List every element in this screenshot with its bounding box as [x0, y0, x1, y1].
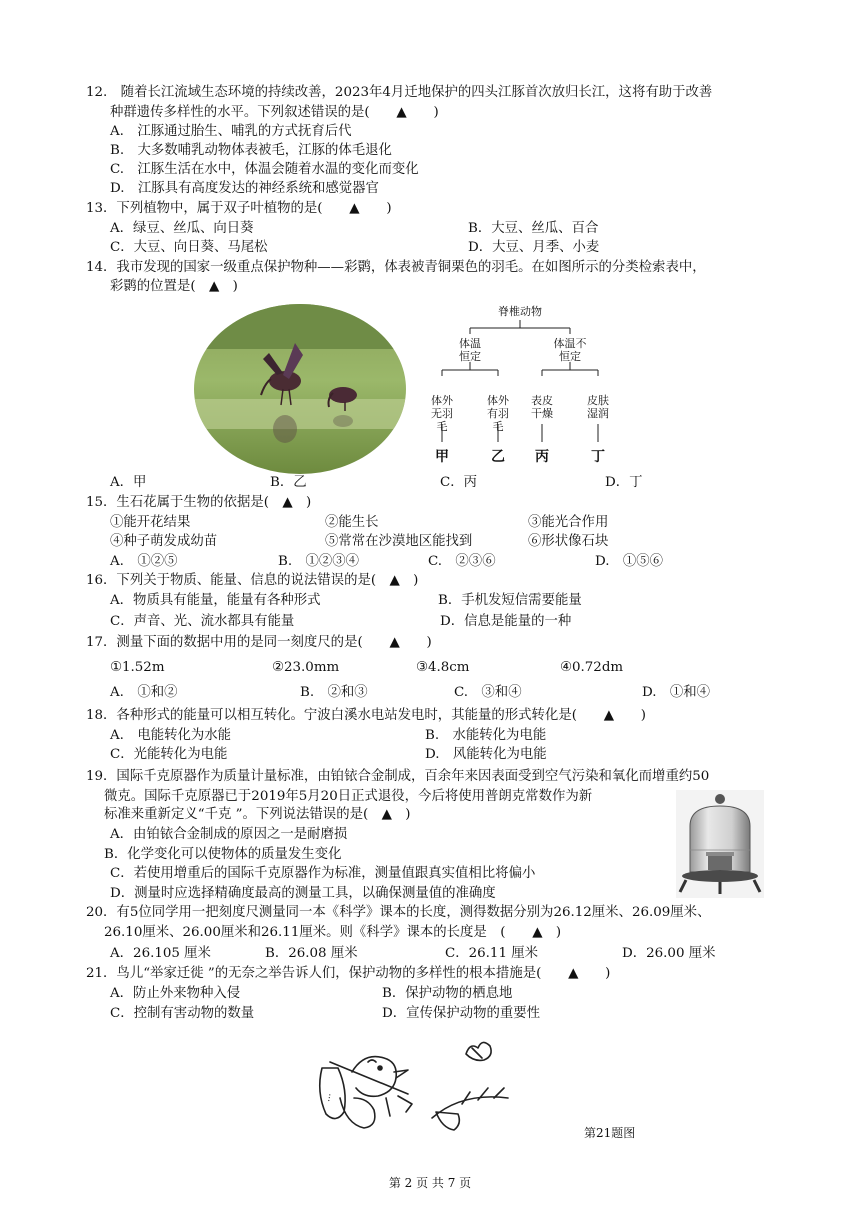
q17-item-3: ③4.8cm [416, 660, 470, 675]
q17-option-d: D. ①和④ [642, 685, 711, 700]
q18-stem: 18．各种形式的能量可以相互转化。宁波白溪水电站发电时，其能量的形式转化是( ▲ ) [86, 708, 647, 723]
q15-option-a: A. ①②⑤ [110, 554, 178, 569]
q16-option-b: B．手机发短信需要能量 [438, 593, 582, 608]
q15-option-d: D. ①⑤⑥ [595, 554, 664, 569]
q20-stem-line1: 20．有5位同学用一把刻度尺测量同一本《科学》课本的长度，测得数据分别为26.12厘米、26.09厘米、 [86, 905, 711, 920]
tree-root: 脊椎动物 [498, 305, 542, 318]
page-footer: 第 2 页 共 7 页 [388, 1176, 472, 1190]
q15-item-1: ①能开花结果 [110, 515, 191, 530]
kilogram-prototype-image [676, 790, 764, 898]
tree-node-warm: 体温恒定 [459, 337, 481, 363]
q15-item-6: ⑥形状像石块 [528, 534, 609, 549]
q18-option-b: B. 水能转化为电能 [425, 728, 547, 743]
q19-option-b: B．化学变化可以使物体的质量发生变化 [104, 847, 342, 862]
q12-option-a: A. 江豚通过胎生、哺乳的方式抚育后代 [110, 124, 352, 139]
q20-stem-line2: 26.10厘米、26.00厘米和26.11厘米。则《科学》课本的长度是 ( ▲ ) [104, 925, 562, 940]
q16-stem: 16．下列关于物质、能量、信息的说法错误的是( ▲ ) [86, 573, 419, 588]
q15-option-c: C. ②③⑥ [428, 554, 496, 569]
q13-stem: 13．下列植物中，属于双子叶植物的是( ▲ ) [86, 201, 392, 216]
q13-option-c: C．大豆、向日葵、马尾松 [110, 240, 268, 255]
q13-option-d: D．大豆、月季、小麦 [468, 240, 600, 255]
q15-item-3: ③能光合作用 [528, 515, 609, 530]
tree-node-cold: 体温不恒定 [553, 337, 587, 363]
q20-option-a: A．26.105 厘米 [110, 946, 211, 961]
q14-option-c: C．丙 [440, 475, 478, 490]
q13-option-b: B．大豆、丝瓜、百合 [468, 221, 599, 236]
tree-node-feather: 体外有羽毛 [487, 394, 509, 433]
q20-option-d: D．26.00 厘米 [622, 946, 716, 961]
q12-option-b: B. 大多数哺乳动物体表被毛，江豚的体毛退化 [110, 143, 392, 158]
q16-option-a: A．物质具有能量，能量有各种形式 [110, 593, 321, 608]
q19-stem-line1: 19．国际千克原器作为质量计量标准，由铂铱合金制成，百余年来因表面受到空气污染和氧化而增重约50 [86, 769, 710, 784]
q21-stem: 21．鸟儿“举家迁徙 ”的无奈之举告诉人们，保护动物的多样性的根本措施是( ▲ ) [86, 966, 611, 981]
q17-option-a: A. ①和② [110, 685, 178, 700]
q17-option-b: B. ②和③ [300, 685, 368, 700]
q16-option-d: D．信息是能量的一种 [440, 614, 572, 629]
q14-option-b: B．乙 [270, 475, 307, 490]
q18-option-d: D. 风能转化为电能 [425, 747, 547, 762]
q19-stem-line3: 标准来重新定义“千克 ”。下列说法错误的是( ▲ ) [104, 807, 411, 822]
q21-option-a: A．防止外来物种入侵 [110, 986, 241, 1001]
q15-item-4: ④种子萌发成幼苗 [110, 534, 218, 549]
q19-option-d: D．测量时应选择精确度最高的测量工具，以确保测量值的准确度 [110, 886, 496, 901]
q12-option-d: D. 江豚具有高度发达的神经系统和感觉器官 [110, 181, 379, 196]
q21-option-d: D．宣传保护动物的重要性 [382, 1006, 541, 1021]
q12-option-c: C. 江豚生活在水中，体温会随着水温的变化而变化 [110, 162, 419, 177]
q12-stem-line1: 12. 随着长江流域生态环境的持续改善，2023年4月迁地保护的四头江豚首次放归长江，这将有助于改善 [86, 85, 713, 100]
q14-stem-line1: 14．我市发现的国家一级重点保护物种——彩鹮，体表被青铜栗色的羽毛。在如图所示的分类检索表中， [86, 260, 706, 275]
q17-option-c: C. ③和④ [454, 685, 522, 700]
q13-option-a: A．绿豆、丝瓜、向日葵 [110, 221, 254, 236]
q20-option-b: B．26.08 厘米 [265, 946, 358, 961]
q14-stem-line2: 彩鹮的位置是( ▲ ) [110, 279, 238, 294]
q15-stem: 15．生石花属于生物的依据是( ▲ ) [86, 495, 312, 510]
q17-item-4: ④0.72dm [560, 660, 624, 675]
migrating-birds-cartoon [312, 1032, 532, 1138]
q12-stem-line2: 种群遗传多样性的水平。下列叙述错误的是( ▲ ) [110, 105, 439, 120]
tree-leaf-jia: 甲 [435, 449, 449, 465]
q21-figure-caption: 第21题图 [584, 1126, 636, 1140]
q15-option-b: B. ①②③④ [278, 554, 360, 569]
svg-text:...: ... [322, 1092, 334, 1103]
q19-option-c: C．若使用增重后的国际千克原器作为标准，测量值跟真实值相比将偏小 [110, 866, 536, 881]
q15-item-5: ⑤常常在沙漠地区能找到 [325, 534, 473, 549]
q21-option-c: C．控制有害动物的数量 [110, 1006, 255, 1021]
q18-option-a: A. 电能转化为水能 [110, 728, 232, 743]
tree-leaf-ding: 丁 [591, 449, 605, 465]
tree-leaf-bing: 丙 [535, 449, 549, 465]
q19-stem-line2: 微克。国际千克原器已于2019年5月20日正式退役，今后将使用普朗克常数作为新 [104, 789, 593, 804]
q16-option-c: C．声音、光、流水都具有能量 [110, 614, 295, 629]
q15-item-2: ②能生长 [325, 515, 379, 530]
q18-option-c: C．光能转化为电能 [110, 747, 228, 762]
q17-item-2: ②23.0mm [272, 660, 340, 675]
q20-option-c: C．26.11 厘米 [445, 946, 539, 961]
q14-option-d: D．丁 [605, 475, 643, 490]
tree-node-wet-skin: 皮肤湿润 [587, 394, 609, 420]
q17-item-1: ①1.52m [110, 660, 165, 675]
q17-stem: 17．测量下面的数据中用的是同一刻度尺的是( ▲ ) [86, 635, 432, 650]
tree-leaf-yi: 乙 [491, 449, 505, 465]
ibis-photo [193, 303, 407, 475]
tree-node-dry-skin: 表皮干燥 [531, 394, 553, 420]
tree-node-no-feather: 体外无羽毛 [431, 394, 453, 433]
q21-option-b: B．保护动物的栖息地 [382, 986, 513, 1001]
q19-option-a: A．由铂铱合金制成的原因之一是耐磨损 [110, 827, 348, 842]
q14-option-a: A．甲 [110, 475, 147, 490]
